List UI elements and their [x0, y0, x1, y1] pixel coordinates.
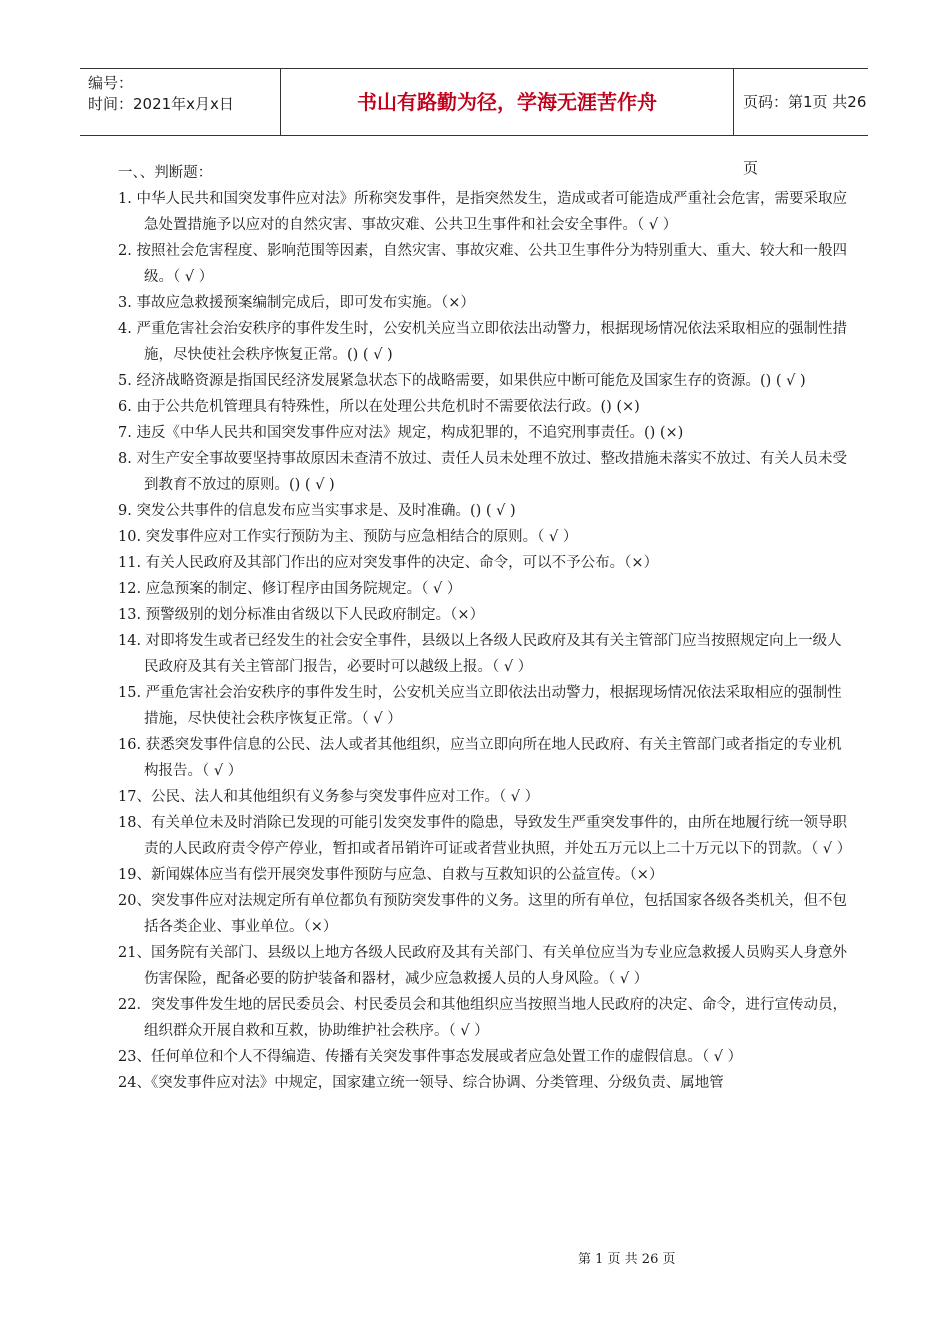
header-motto: 书山有路勤为径，学海无涯苦作舟 — [280, 69, 734, 135]
question-item: 6. 由于公共危机管理具有特殊性，所以在处理公共危机时不需要依法行政。() (×) — [118, 399, 640, 415]
question-item: 5. 经济战略资源是指国民经济发展紧急状态下的战略需要，如果供应中断可能危及国家生存的资源。() ( √ ) — [118, 373, 806, 389]
question-item: 23、任何单位和个人不得编造、传播有关突发事件事态发展或者应急处置工作的虚假信息。（ √ ） — [118, 1049, 743, 1065]
question-item: 21、国务院有关部门、县级以上地方各级人民政府及其有关部门、有关单位应当为专业应急救援人员购买人身意外伤害保险，配备必要的防护装备和器材，减少应急救援人员的人身风险。（ √ ） — [118, 945, 847, 987]
header-meta — [80, 69, 280, 139]
question-item: 17、公民、法人和其他组织有义务参与突发事件应对工作。（ √ ） — [118, 789, 540, 805]
question-item: 4. 严重危害社会治安秩序的事件发生时，公安机关应当立即依法出动警力，根据现场情况依法采取相应的强制性措施，尽快使社会秩序恢复正常。() ( √ ) — [118, 321, 847, 363]
question-item: 11. 有关人民政府及其部门作出的应对突发事件的决定、命令，可以不予公布。（×） — [118, 555, 659, 571]
question-item: 1. 中华人民共和国突发事件应对法》所称突发事件，是指突然发生，造成或者可能造成严重社会危害，需要采取应急处置措施予以应对的自然灾害、事故灾难、公共卫生事件和社会安全事件。（ √ ） — [118, 191, 847, 233]
question-item: 3. 事故应急救援预案编制完成后，即可发布实施。（×） — [118, 295, 475, 311]
question-item: 18、有关单位未及时消除已发现的可能引发突发事件的隐患，导致发生严重突发事件的，由所在地履行统一领导职责的人民政府责令停产停业，暂扣或者吊销许可证或者营业执照，并处五万元以上二十万元以下的罚款。（ √ ） — [118, 815, 852, 857]
question-item: 19、新闻媒体应当有偿开展突发事件预防与应急、自救与互救知识的公益宣传。（×） — [118, 867, 664, 883]
question-item: 22．突发事件发生地的居民委员会、村民委员会和其他组织应当按照当地人民政府的决定、命令，进行宣传动员，组织群众开展自救和互救，协助维护社会秩序。（ √ ） — [118, 997, 847, 1039]
footer-page-number: 第 1 页 共 26 页 — [578, 1252, 676, 1267]
question-item: 9. 突发公共事件的信息发布应当实事求是、及时准确。() ( √ ) — [118, 503, 516, 519]
header-page-label: 页码：第1页 共26页 — [743, 93, 867, 177]
question-item: 16. 获悉突发事件信息的公民、法人或者其他组织，应当立即向所在地人民政府、有关主管部门或者指定的专业机构报告。（ √ ） — [118, 737, 842, 779]
section-title: 一、、判断题： — [118, 165, 213, 181]
question-item: 13. 预警级别的划分标准由省级以下人民政府制定。（×） — [118, 607, 485, 623]
question-item: 20、突发事件应对法规定所有单位都负有预防突发事件的义务。这里的所有单位，包括国家各级各类机关，但不包括各类企业、事业单位。（×） — [118, 893, 847, 935]
question-item: 2. 按照社会危害程度、影响范围等因素，自然灾害、事故灾难、公共卫生事件分为特别重大、重大、较大和一般四级。（ √ ） — [118, 243, 847, 285]
question-item: 12. 应急预案的制定、修订程序由国务院规定。（ √ ） — [118, 581, 462, 597]
question-item: 7. 违反《中华人民共和国突发事件应对法》规定，构成犯罪的，不追究刑事责任。() (×) — [118, 425, 684, 441]
question-item: 14. 对即将发生或者已经发生的社会安全事件，县级以上各级人民政府及其有关主管部门应当按照规定向上一级人民政府及其有关主管部门报告，必要时可以越级上报。（ √ ） — [118, 633, 842, 675]
number-label: 编号： — [88, 74, 134, 92]
question-item: 8. 对生产安全事故要坚持事故原因未查清不放过、责任人员未处理不放过、整改措施未落实不放过、有关人员未受到教育不放过的原则。() ( √ ) — [118, 451, 847, 493]
question-item: 15. 严重危害社会治安秩序的事件发生时，公安机关应当立即依法出动警力，根据现场情况依法采取相应的强制性措施，尽快使社会秩序恢复正常。（ √ ） — [118, 685, 842, 727]
date-label: 时间：2021年x月x日 — [88, 95, 234, 113]
document-body — [118, 160, 852, 1096]
question-item: 24、《突发事件应对法》中规定，国家建立统一领导、综合协调、分类管理、分级负责、属地管 — [118, 1075, 724, 1091]
question-item: 10. 突发事件应对工作实行预防为主、预防与应急相结合的原则。（ √ ） — [118, 529, 578, 545]
